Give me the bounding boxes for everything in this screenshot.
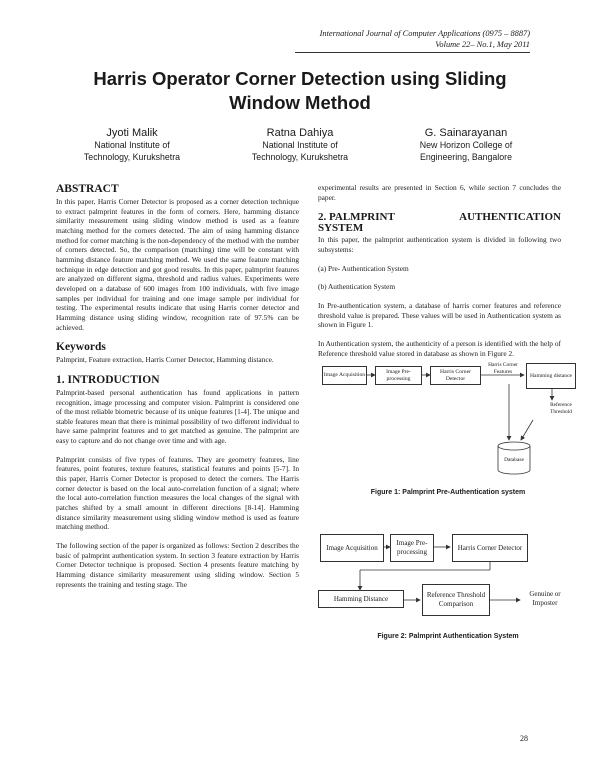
section-2-paragraph-3: In Authentication system, the authenticity of a person is identified with the help of Reference threshold value stored in database as shown in Figure 2. bbox=[318, 338, 561, 358]
fig2-genuine-imposter-label: Genuine or Imposter bbox=[529, 590, 561, 607]
author-affiliation: Engineering, Bangalore bbox=[420, 151, 512, 162]
right-column bbox=[318, 183, 561, 367]
introduction-heading: 1. INTRODUCTION bbox=[56, 373, 160, 386]
author-3 bbox=[386, 126, 546, 163]
author-name: Jyoti Malik bbox=[106, 127, 158, 139]
journal-name: International Journal of Computer Applications (0975 – 8887) bbox=[319, 29, 530, 38]
fig1-harris-features-label: Harris Corner Features bbox=[488, 362, 518, 375]
keywords-heading: Keywords bbox=[56, 341, 106, 354]
fig2-threshold-comparison-box: Reference Threshold Comparison bbox=[422, 584, 490, 616]
page-number: 28 bbox=[520, 734, 528, 743]
journal-volume: Volume 22– No.1, May 2011 bbox=[435, 40, 530, 49]
author-name: G. Sainarayanan bbox=[424, 127, 508, 139]
figure-1 bbox=[318, 362, 578, 482]
intro-paragraph-2: Palmprint consists of five types of features. They are geometry features, line features, point features, texture features, statistical features and points [5-7]. In this paper, Harris Corner Detector is proposed to detect the corners. The Harris corner detector is based on the local auto-correlation function of a signal; where the local auto-correlation function measures the local changes of the signal with patches shifted by a small amount in different directions [8-14]. Hamming distance similarity measurement using sliding window method is used as feature matching method. bbox=[56, 454, 299, 532]
fig1-reference-threshold-label: Reference Threshold bbox=[550, 402, 572, 415]
left-column bbox=[56, 183, 299, 598]
fig1-image-acquisition-box: Image Acquisition bbox=[322, 366, 367, 385]
author-1 bbox=[52, 126, 212, 163]
arrow bbox=[521, 420, 533, 440]
figure-2-caption: Figure 2: Palmprint Authentication System bbox=[377, 633, 519, 640]
continued-text: experimental results are presented in Section 6, while section 7 concludes the paper. bbox=[318, 183, 561, 202]
section-2-number: 2. PALMPRINT bbox=[318, 211, 395, 224]
intro-paragraph-1: Palmprint-based personal authentication has found applications in pattern recognition, image processing and computer vision. Palmprint is considered one of the most reliable biometric because of its unique features [1-4]. The unique and stable features mean that there is minimal possibility of two different individual to have same palmprint features and to get matched as genuine. The palmprint are easy to capture and do not change over time and with age. bbox=[56, 387, 299, 446]
abstract-text: In this paper, Harris Corner Detector is proposed as a corner detection technique to extract palmprint features in the form of corners. Here, hamming distance similarity measurement using sliding window method is used as a feature matching method for the corners detected. The aim of using hamming distance method for corner matching is the non-dependency of the method with the number of corners detected. So, the comparison (matching) time will be constant with hamming distance feature matching method. We used the same feature matching technique in edge detection and got good results. In this paper, palmprint features are analyzed on different sigma, threshold and radius values. Experiments were developed on a database of 600 images from 100 individuals, with five image samples per individual for training and one image sample per individual for testing. The experimental results indicate that using Harris corner detector and Hamming distance using sliding window, recognition rate of 97.5% can be achieved. bbox=[56, 197, 299, 332]
author-affiliation: Technology, Kurukshetra bbox=[83, 151, 181, 162]
title-line-2: Window Method bbox=[229, 92, 371, 113]
author-2 bbox=[220, 126, 380, 163]
author-name: Ratna Dahiya bbox=[266, 127, 334, 139]
section-2-paragraph-2: In Pre-authentication system, a database of harris corner features and reference threshold value is prepared. These values will be used in Authentication system as shown in Figure 1. bbox=[318, 300, 561, 330]
fig1-harris-detector-box: Harris Corner Detector bbox=[430, 366, 481, 385]
author-affiliation: Technology, Kurukshetra bbox=[251, 151, 349, 162]
section-2-heading-line-2: SYSTEM bbox=[318, 222, 364, 235]
figure-1-caption: Figure 1: Palmprint Pre-Authentication system bbox=[370, 489, 526, 496]
header-rule bbox=[295, 52, 530, 53]
intro-paragraph-3: The following section of the paper is organized as follows: Section 2 describes the basic of palmprint authentication system. In section 3 feature extraction by Harris Corner Detector technique is proposed. Section 4 presents feature matching by Hamming distance similarity measurement using sliding window. Section 5 represents the training and testing stage. The bbox=[56, 541, 299, 589]
keywords-text: Palmprint, Feature extraction, Harris Corner Detector, Hamming distance. bbox=[56, 355, 274, 365]
title-line-1: Harris Operator Corner Detection using Sliding bbox=[93, 68, 507, 89]
subsystem-a: (a) Pre- Authentication System bbox=[318, 263, 409, 273]
author-affiliation: New Horizon College of bbox=[419, 140, 513, 150]
fig1-database-label: Database bbox=[504, 457, 524, 463]
fig1-hamming-box: Hamming distance bbox=[526, 363, 576, 389]
fig1-preprocessing-box: Image Pre-processing bbox=[375, 366, 422, 385]
fig2-hamming-box: Hamming Distance bbox=[318, 590, 404, 608]
fig2-harris-detector-box: Harris Corner Detector bbox=[452, 534, 528, 562]
section-2-word: AUTHENTICATION bbox=[459, 211, 561, 224]
figure-2 bbox=[312, 532, 584, 622]
journal-header bbox=[320, 28, 530, 50]
subsystem-b: (b) Authentication System bbox=[318, 282, 396, 292]
section-2-paragraph-1: In this paper, the palmprint authentication system is divided in following two subsystems: bbox=[318, 235, 561, 254]
author-affiliation: National Institute of bbox=[262, 140, 338, 150]
abstract-heading: ABSTRACT bbox=[56, 183, 119, 195]
paper-title bbox=[60, 67, 540, 115]
author-affiliation: National Institute of bbox=[94, 140, 170, 150]
fig2-image-acquisition-box: Image Acquisition bbox=[320, 534, 384, 562]
fig2-preprocessing-box: Image Pre-processing bbox=[390, 534, 434, 562]
